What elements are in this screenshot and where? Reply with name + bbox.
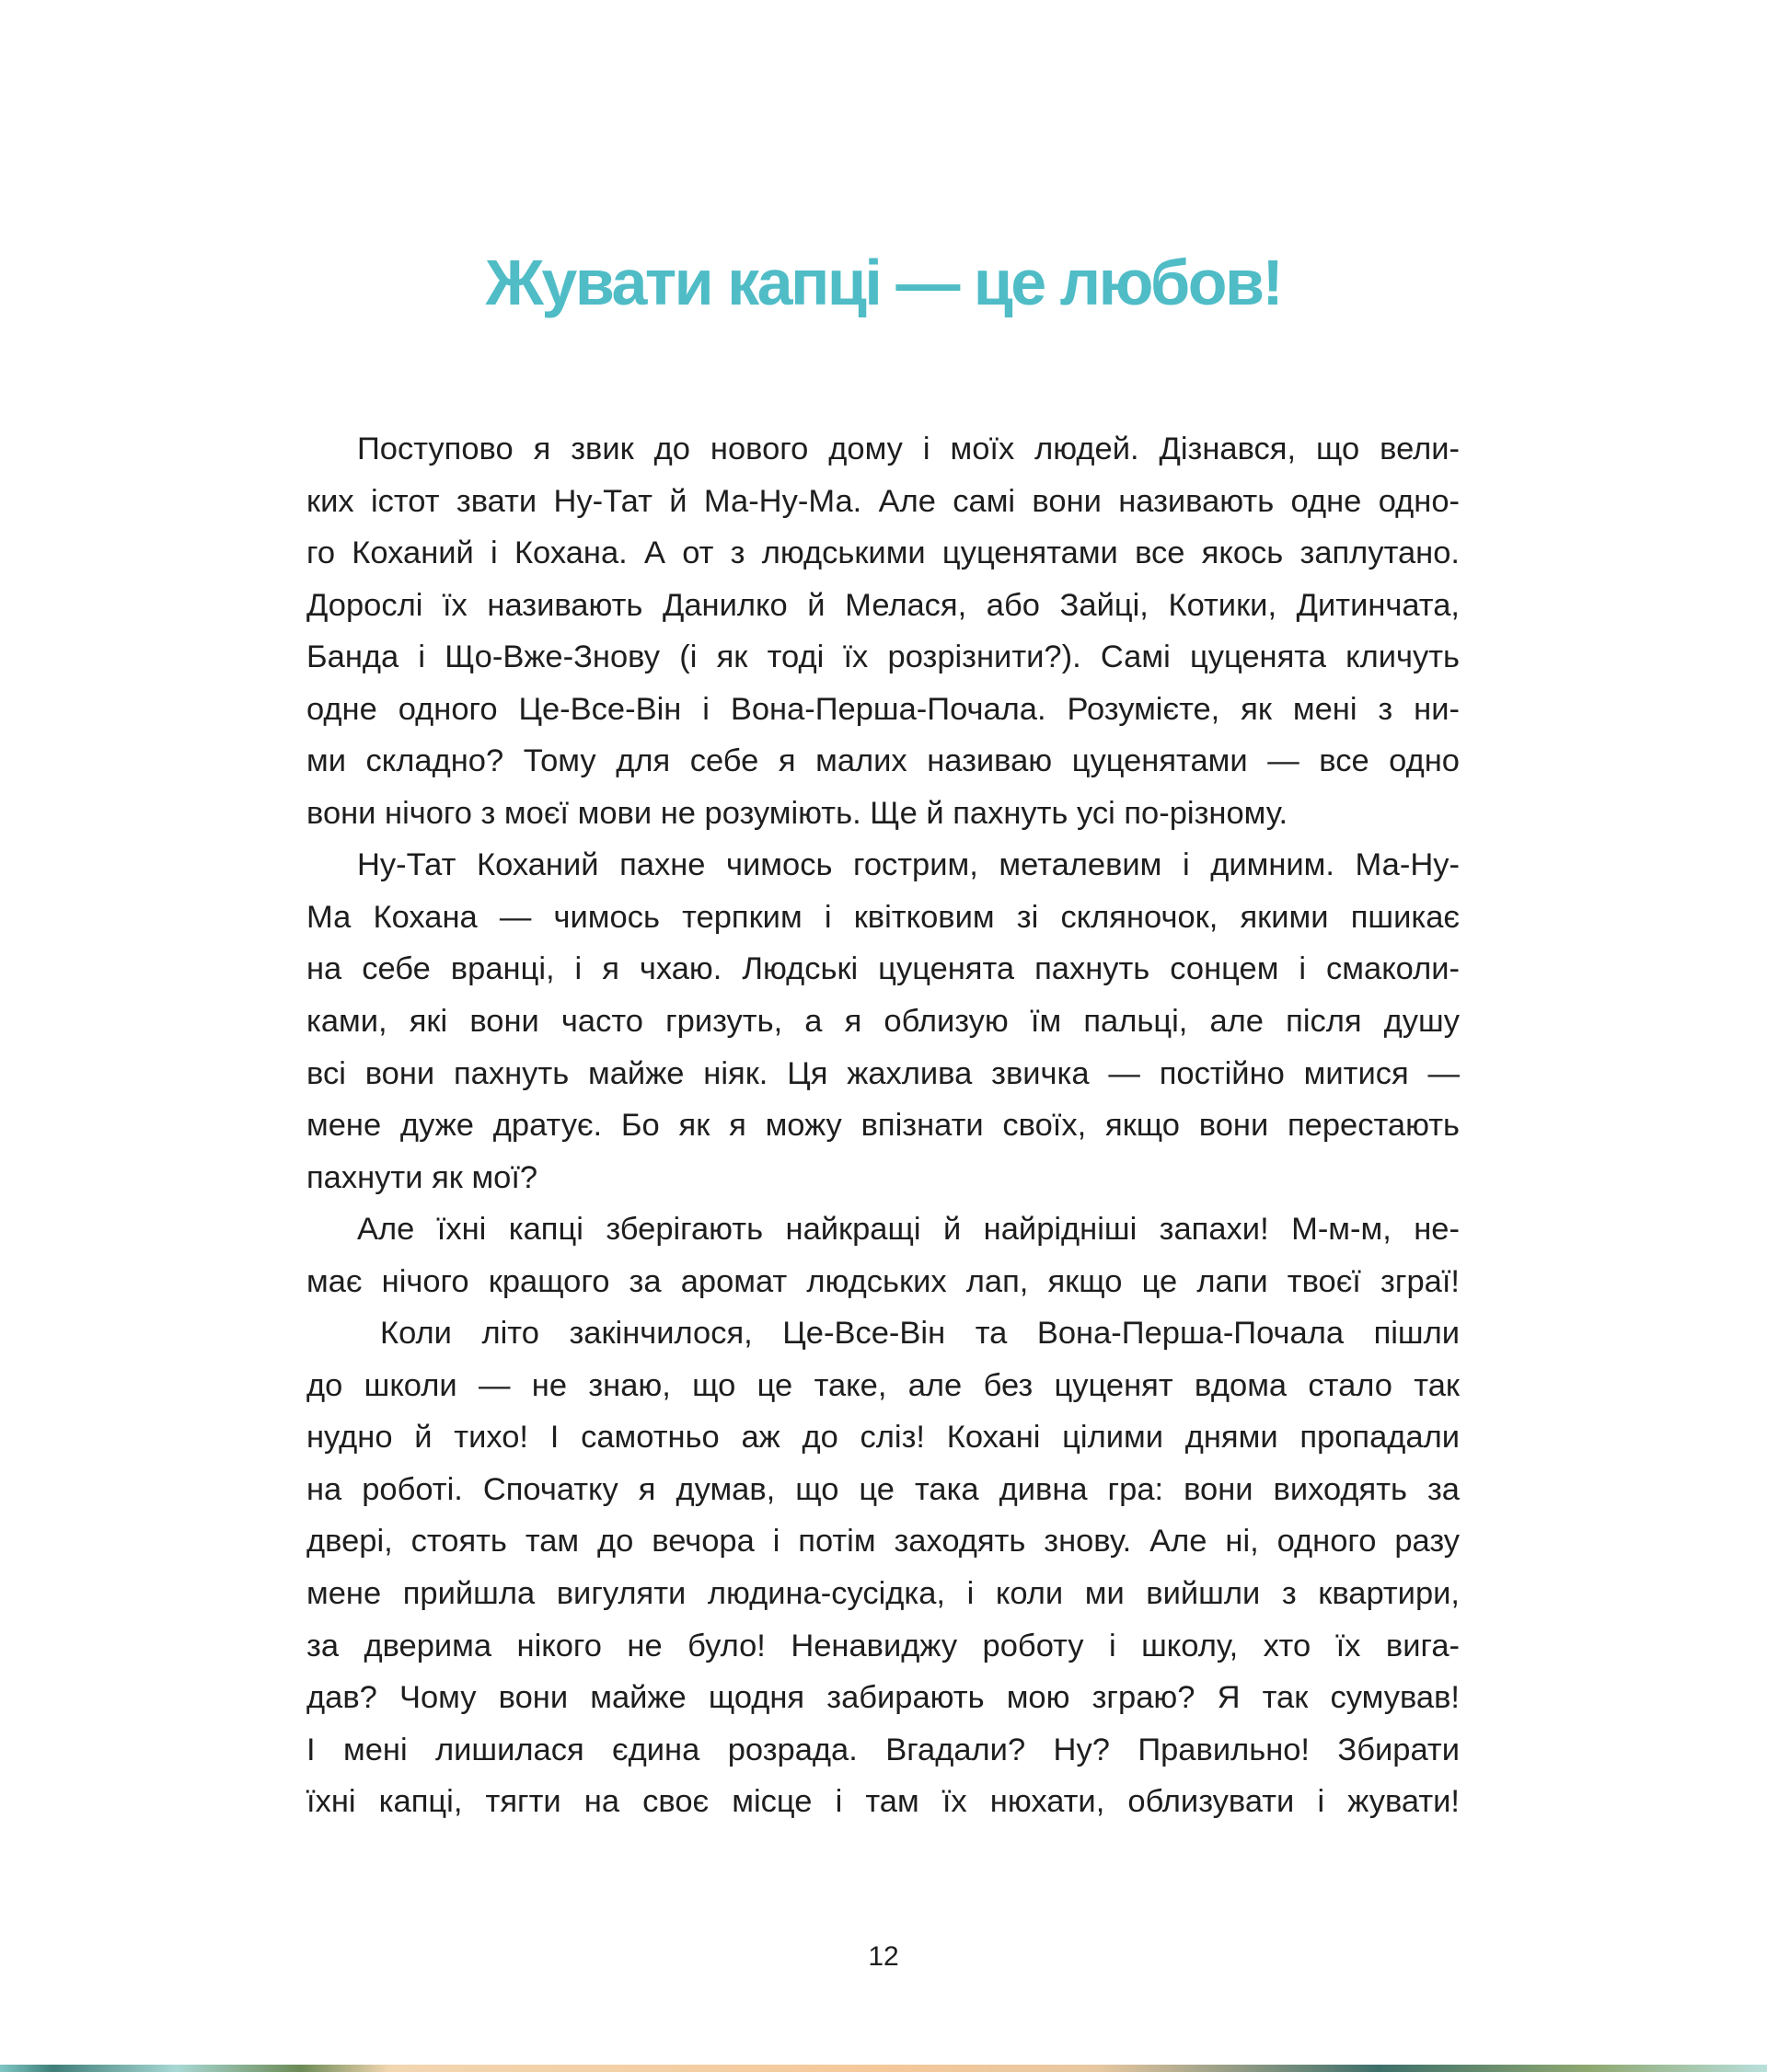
- chapter-title: Жувати капці — це любов!: [485, 247, 1282, 318]
- text-line: вони нічого з моєї мови не розуміють. Ще й пахнуть усі по-різному.: [306, 795, 1288, 831]
- text-line: ми складно? Тому для себе я малих називаю цуценятами — все одно: [306, 743, 1460, 779]
- text-line: має нічого кращого за аромат людських лап, якщо це лапи твоєї зграї!: [306, 1263, 1460, 1299]
- text-line: Ма Кохана — чимось терпким і квітковим зі скляночок, якими пшикає: [306, 899, 1460, 935]
- text-line: двері, стоять там до вечора і потім заходять знову. Але ні, одного разу: [306, 1524, 1460, 1560]
- page-number: 12: [868, 1941, 899, 1972]
- text-line: на роботі. Спочатку я думав, що це така дивна гра: вони виходять за: [306, 1471, 1460, 1507]
- text-line: мене дуже дратує. Бо як я можу впізнати своїх, якщо вони перестають: [306, 1108, 1460, 1144]
- text-line: одне одного Це-Все-Він і Вона-Перша-Почала. Розумієте, як мені з ни-: [306, 691, 1460, 727]
- body-text: [306, 423, 1460, 1828]
- text-line: ких істот звати Ну-Тат й Ма-Ну-Ма. Але самі вони називають одне одно-: [306, 483, 1460, 519]
- text-line: нудно й тихо! І самотньо аж до сліз! Кохані цілими днями пропадали: [306, 1420, 1460, 1456]
- text-line: всі вони пахнуть майже ніяк. Ця жахлива звичка — постійно митися —: [306, 1055, 1460, 1091]
- text-line: мене прийшла вигуляти людина-сусідка, і коли ми вийшли з квартири,: [306, 1576, 1460, 1612]
- text-line: до школи — не знаю, що це таке, але без цуценят вдома стало так: [306, 1367, 1460, 1403]
- text-line: І мені лишилася єдина розрада. Вгадали? Ну? Правильно! Збирати: [306, 1732, 1460, 1767]
- bottom-illustration-edge: [0, 2065, 1767, 2072]
- text-line: Ну-Тат Коханий пахне чимось гострим, металевим і димним. Ма-Ну-: [357, 847, 1460, 883]
- text-line: Але їхні капці зберігають найкращі й найрідніші запахи! М-м-м, не-: [357, 1212, 1460, 1248]
- text-line: пахнути як мої?: [306, 1159, 538, 1195]
- text-line: їхні капці, тягти на своє місце і там їх нюхати, облизувати і жувати!: [306, 1784, 1460, 1820]
- text-line: Банда і Що-Вже-Знову (і як тоді їх розрізнити?). Самі цуценята кличуть: [306, 639, 1460, 675]
- text-line: Коли літо закінчилося, Це-Все-Він та Вона-Перша-Почала пішли: [380, 1316, 1460, 1352]
- text-line: дав? Чому вони майже щодня забирають мою зграю? Я так сумував!: [306, 1680, 1460, 1716]
- text-line: на себе вранці, і я чхаю. Людські цуценята пахнуть сонцем і смаколи-: [306, 951, 1460, 987]
- text-line: ками, які вони часто гризуть, а я облизую їм пальці, але після душу: [306, 1004, 1460, 1040]
- text-line: за дверима нікого не було! Ненавиджу роботу і школу, хто їх вига-: [306, 1628, 1460, 1663]
- text-line: Поступово я звик до нового дому і моїх людей. Дізнався, що вели-: [357, 432, 1460, 466]
- text-line: Дорослі їх називають Данилко й Мелася, або Зайці, Котики, Дитинчата,: [306, 587, 1460, 623]
- text-line: го Коханий і Кохана. А от з людськими цуценятами все якось заплутано.: [306, 535, 1460, 571]
